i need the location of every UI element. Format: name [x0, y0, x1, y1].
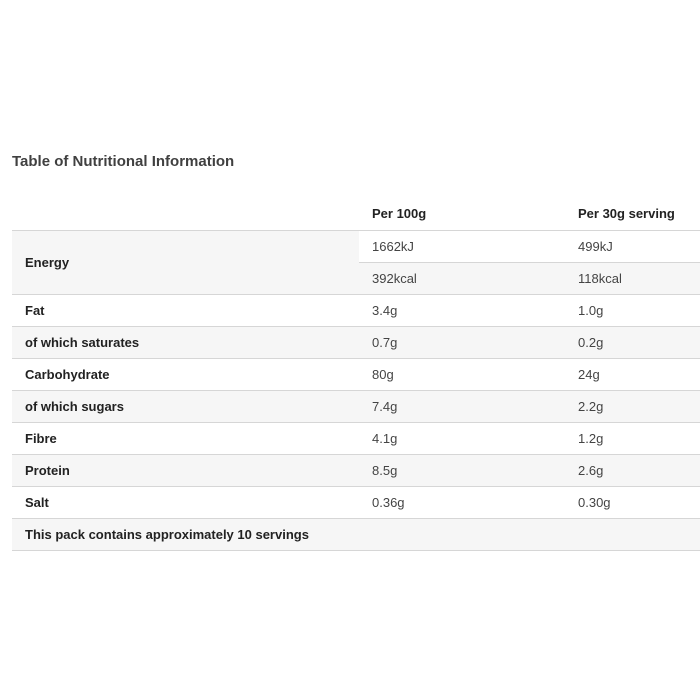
- row-per-serving: 1.0g: [565, 294, 700, 326]
- row-per-100g: 3.4g: [359, 294, 565, 326]
- energy-kj-per-100g: 1662kJ: [359, 230, 565, 262]
- row-per-serving: 2.2g: [565, 390, 700, 422]
- row-per-serving: 0.2g: [565, 326, 700, 358]
- table-row: [12, 486, 700, 518]
- table-row-energy-kj: [12, 230, 700, 262]
- row-per-100g: 7.4g: [359, 390, 565, 422]
- table-row: [12, 422, 700, 454]
- row-label: Salt: [12, 486, 359, 518]
- servings-note: This pack contains approximately 10 servings: [12, 518, 700, 550]
- row-per-serving: 1.2g: [565, 422, 700, 454]
- table-footer-row: [12, 518, 700, 550]
- energy-label: Energy: [12, 230, 359, 294]
- row-per-100g: 0.7g: [359, 326, 565, 358]
- energy-kcal-per-serving: 118kcal: [565, 262, 700, 294]
- table-row: [12, 454, 700, 486]
- row-per-serving: 24g: [565, 358, 700, 390]
- page-title: Table of Nutritional Information: [12, 153, 235, 170]
- row-per-100g: 4.1g: [359, 422, 565, 454]
- row-per-100g: 80g: [359, 358, 565, 390]
- table-row: [12, 358, 700, 390]
- row-label: of which saturates: [12, 326, 359, 358]
- row-per-100g: 0.36g: [359, 486, 565, 518]
- row-per-serving: 0.30g: [565, 486, 700, 518]
- table-row: [12, 294, 700, 326]
- row-label: Protein: [12, 454, 359, 486]
- row-label: Fibre: [12, 422, 359, 454]
- row-label: Carbohydrate: [12, 358, 359, 390]
- row-per-serving: 2.6g: [565, 454, 700, 486]
- row-label: Fat: [12, 294, 359, 326]
- energy-kcal-per-100g: 392kcal: [359, 262, 565, 294]
- table-header-row: [12, 197, 700, 230]
- row-label: of which sugars: [12, 390, 359, 422]
- table-row: [12, 326, 700, 358]
- per-serving-column-header: Per 30g serving: [565, 197, 700, 230]
- energy-kj-per-serving: 499kJ: [565, 230, 700, 262]
- nutrient-column-header: [12, 197, 359, 230]
- row-per-100g: 8.5g: [359, 454, 565, 486]
- table-row: [12, 390, 700, 422]
- nutrition-table: [12, 197, 700, 551]
- per-100g-column-header: Per 100g: [359, 197, 565, 230]
